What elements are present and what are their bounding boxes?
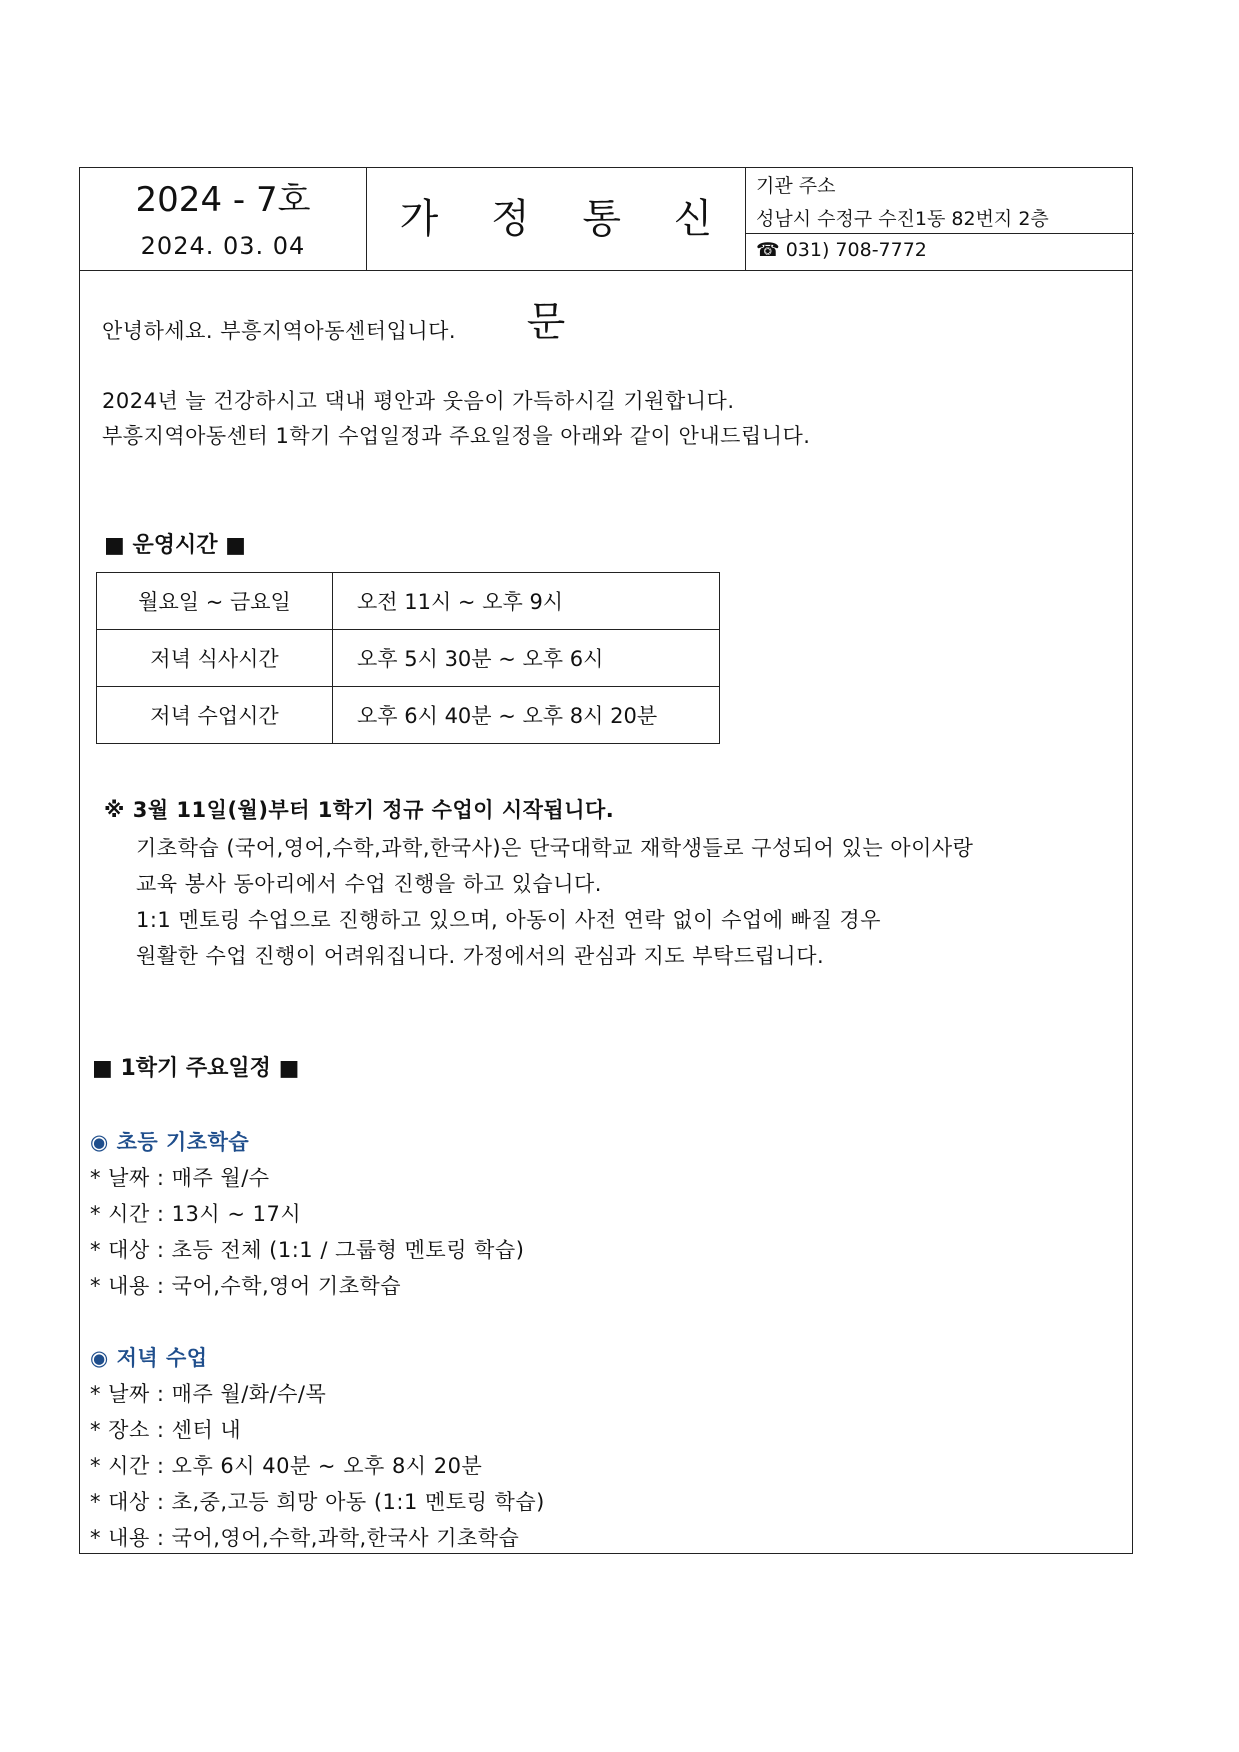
notice-line: 기초학습 (국어,영어,수학,과학,한국사)은 단국대학교 재학생들로 구성되어 있는 아이사랑 <box>136 836 974 860</box>
address-value: 성남시 수정구 수진1동 82번지 2층 <box>756 208 1049 230</box>
hours-value: 오후 5시 30분 ~ 오후 6시 <box>333 630 720 687</box>
notice-headline: ※ 3월 11일(월)부터 1학기 정규 수업이 시작됩니다. <box>104 798 615 822</box>
table-row <box>97 573 720 630</box>
intro-line-2: 부흥지역아동센터 1학기 수업일정과 주요일정을 아래와 같이 안내드립니다. <box>102 424 811 448</box>
schedule-group-heading: ◉ 초등 기초학습 <box>90 1130 250 1154</box>
hours-label: 저녁 식사시간 <box>97 630 333 687</box>
phone-number: ☎ 031) 708-7772 <box>756 239 927 261</box>
hours-label: 저녁 수업시간 <box>97 687 333 744</box>
schedule-section-title: ■ 1학기 주요일정 ■ <box>92 1056 300 1081</box>
notice-line: 원활한 수업 진행이 어려워집니다. 가정에서의 관심과 지도 부탁드립니다. <box>136 944 825 968</box>
list-item: * 대상 : 초,중,고등 희망 아동 (1:1 멘토링 학습) <box>90 1490 545 1514</box>
notice-line: 교육 봉사 동아리에서 수업 진행을 하고 있습니다. <box>136 872 602 896</box>
newsletter-frame <box>79 167 1133 1554</box>
intro-line-1: 2024년 늘 건강하시고 댁내 평안과 웃음이 가득하시길 기원합니다. <box>102 389 735 413</box>
hours-label: 월요일 ~ 금요일 <box>97 573 333 630</box>
address-divider <box>746 233 1134 234</box>
hours-value: 오전 11시 ~ 오후 9시 <box>333 573 720 630</box>
address-cell <box>746 168 1134 270</box>
list-item: * 내용 : 국어,영어,수학,과학,한국사 기초학습 <box>90 1526 520 1550</box>
list-item: * 시간 : 13시 ~ 17시 <box>90 1202 302 1226</box>
list-item: * 대상 : 초등 전체 (1:1 / 그룹형 멘토링 학습) <box>90 1238 525 1262</box>
greeting-text: 안녕하세요. 부흥지역아동센터입니다. <box>102 319 457 343</box>
hours-table <box>96 572 720 744</box>
schedule-group-heading: ◉ 저녁 수업 <box>90 1346 208 1370</box>
list-item: * 날짜 : 매주 월/화/수/목 <box>90 1382 327 1406</box>
table-row <box>97 630 720 687</box>
hours-section-title: ■ 운영시간 ■ <box>104 533 246 558</box>
issue-cell <box>80 168 367 270</box>
table-row <box>97 687 720 744</box>
hours-value: 오후 6시 40분 ~ 오후 8시 20분 <box>333 687 720 744</box>
address-label: 기관 주소 <box>756 175 836 197</box>
issue-date: 2024. 03. 04 <box>140 232 306 260</box>
notice-line: 1:1 멘토링 수업으로 진행하고 있으며, 아동이 사전 연락 없이 수업에 빠질 경우 <box>136 908 881 932</box>
document-title: 가 정 통 신 문 <box>399 196 733 345</box>
list-item: * 시간 : 오후 6시 40분 ~ 오후 8시 20분 <box>90 1454 483 1478</box>
title-cell <box>367 168 746 345</box>
list-item: * 장소 : 센터 내 <box>90 1418 242 1442</box>
issue-number: 2024 - 7호 <box>135 180 311 220</box>
list-item: * 날짜 : 매주 월/수 <box>90 1166 270 1190</box>
list-item: * 내용 : 국어,수학,영어 기초학습 <box>90 1274 402 1298</box>
